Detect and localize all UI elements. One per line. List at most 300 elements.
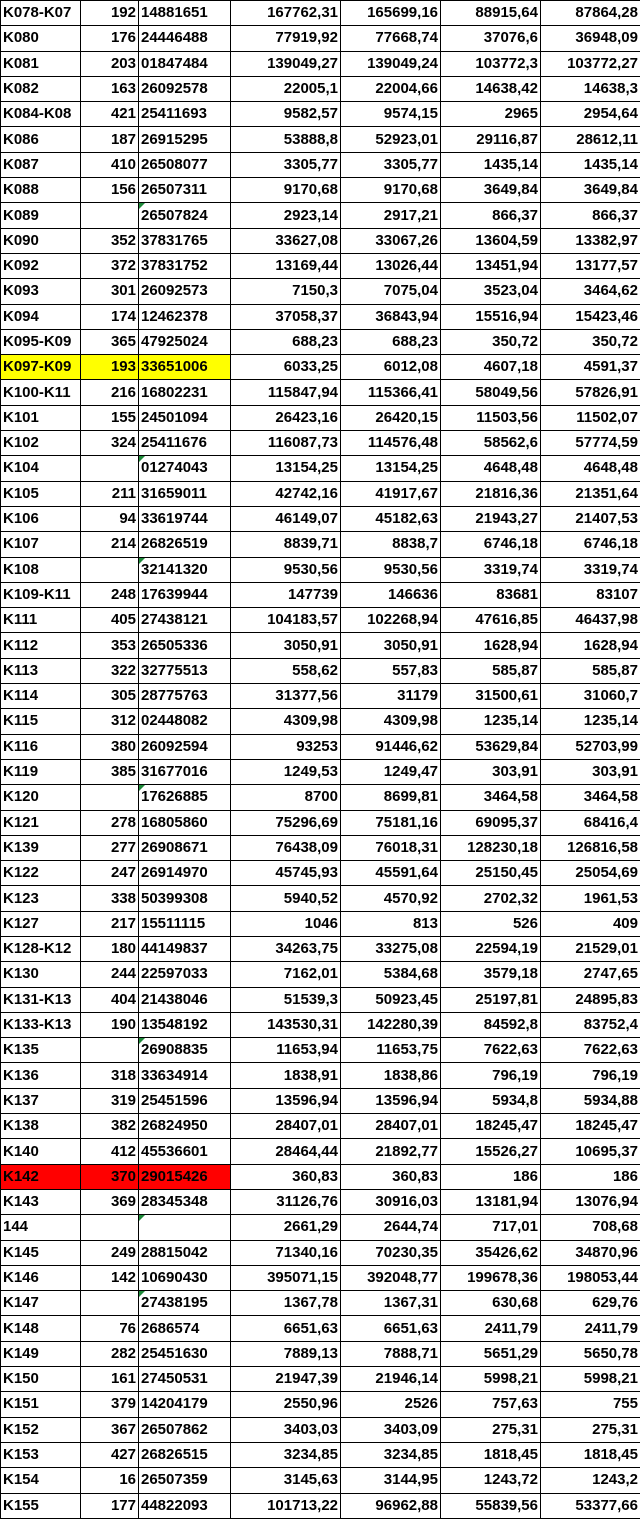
code-cell[interactable]: K151 (1, 1392, 81, 1417)
value1-cell[interactable]: 9530,56 (231, 557, 341, 582)
value1-cell[interactable]: 31377,56 (231, 684, 341, 709)
id-cell[interactable]: 37831752 (139, 253, 231, 278)
value4-cell[interactable]: 708,68 (541, 1215, 640, 1240)
number-cell[interactable]: 193 (81, 355, 139, 380)
value1-cell[interactable]: 33627,08 (231, 228, 341, 253)
id-cell[interactable] (139, 1215, 231, 1240)
value3-cell[interactable]: 83681 (441, 582, 541, 607)
value2-cell[interactable]: 165699,16 (341, 1, 441, 26)
value4-cell[interactable]: 7622,63 (541, 1038, 640, 1063)
value4-cell[interactable]: 4648,48 (541, 456, 640, 481)
value3-cell[interactable]: 31500,61 (441, 684, 541, 709)
number-cell[interactable]: 16 (81, 1468, 139, 1493)
id-cell[interactable]: 26507862 (139, 1417, 231, 1442)
value4-cell[interactable]: 10695,37 (541, 1139, 640, 1164)
code-cell[interactable]: K095-K09 (1, 329, 81, 354)
value4-cell[interactable]: 15423,46 (541, 304, 640, 329)
value3-cell[interactable]: 18245,47 (441, 1114, 541, 1139)
value1-cell[interactable]: 101713,22 (231, 1493, 341, 1518)
number-cell[interactable]: 203 (81, 51, 139, 76)
value3-cell[interactable]: 13181,94 (441, 1189, 541, 1214)
code-cell[interactable]: K084-K08 (1, 102, 81, 127)
value3-cell[interactable]: 13451,94 (441, 253, 541, 278)
code-cell[interactable]: K135 (1, 1038, 81, 1063)
value1-cell[interactable]: 3234,85 (231, 1442, 341, 1467)
value3-cell[interactable]: 29116,87 (441, 127, 541, 152)
value2-cell[interactable]: 5384,68 (341, 962, 441, 987)
value3-cell[interactable]: 3523,04 (441, 279, 541, 304)
value4-cell[interactable]: 5650,78 (541, 1341, 640, 1366)
number-cell[interactable]: 192 (81, 1, 139, 26)
number-cell[interactable] (81, 1038, 139, 1063)
value3-cell[interactable]: 58049,56 (441, 380, 541, 405)
value2-cell[interactable]: 142280,39 (341, 1012, 441, 1037)
number-cell[interactable]: 94 (81, 506, 139, 531)
value4-cell[interactable]: 53377,66 (541, 1493, 640, 1518)
value2-cell[interactable]: 9530,56 (341, 557, 441, 582)
id-cell[interactable]: 10690430 (139, 1265, 231, 1290)
id-cell[interactable]: 26915295 (139, 127, 231, 152)
id-cell[interactable]: 01274043 (139, 456, 231, 481)
id-cell[interactable]: 26508077 (139, 152, 231, 177)
value4-cell[interactable]: 68416,4 (541, 810, 640, 835)
value2-cell[interactable]: 28407,01 (341, 1114, 441, 1139)
number-cell[interactable] (81, 785, 139, 810)
id-cell[interactable]: 12462378 (139, 304, 231, 329)
value3-cell[interactable]: 21816,36 (441, 481, 541, 506)
value2-cell[interactable]: 2526 (341, 1392, 441, 1417)
code-cell[interactable]: K086 (1, 127, 81, 152)
number-cell[interactable]: 405 (81, 608, 139, 633)
value3-cell[interactable]: 69095,37 (441, 810, 541, 835)
number-cell[interactable]: 379 (81, 1392, 139, 1417)
id-cell[interactable]: 22597033 (139, 962, 231, 987)
value1-cell[interactable]: 13169,44 (231, 253, 341, 278)
value1-cell[interactable]: 139049,27 (231, 51, 341, 76)
value1-cell[interactable]: 3050,91 (231, 633, 341, 658)
value2-cell[interactable]: 76018,31 (341, 835, 441, 860)
code-cell[interactable]: K116 (1, 734, 81, 759)
id-cell[interactable]: 33619744 (139, 506, 231, 531)
id-cell[interactable]: 17626885 (139, 785, 231, 810)
number-cell[interactable]: 353 (81, 633, 139, 658)
value1-cell[interactable]: 42742,16 (231, 481, 341, 506)
value4-cell[interactable]: 14638,3 (541, 76, 640, 101)
code-cell[interactable]: K088 (1, 178, 81, 203)
code-cell[interactable]: K155 (1, 1493, 81, 1518)
value2-cell[interactable]: 6651,63 (341, 1316, 441, 1341)
value1-cell[interactable]: 395071,15 (231, 1265, 341, 1290)
id-cell[interactable]: 26507311 (139, 178, 231, 203)
code-cell[interactable]: K143 (1, 1189, 81, 1214)
id-cell[interactable]: 31659011 (139, 481, 231, 506)
number-cell[interactable]: 324 (81, 431, 139, 456)
code-cell[interactable]: K094 (1, 304, 81, 329)
value3-cell[interactable]: 1818,45 (441, 1442, 541, 1467)
value1-cell[interactable]: 75296,69 (231, 810, 341, 835)
value3-cell[interactable]: 3649,84 (441, 178, 541, 203)
value4-cell[interactable]: 103772,27 (541, 51, 640, 76)
id-cell[interactable]: 27438195 (139, 1291, 231, 1316)
id-cell[interactable]: 50399308 (139, 886, 231, 911)
value3-cell[interactable]: 1235,14 (441, 709, 541, 734)
id-cell[interactable]: 27450531 (139, 1367, 231, 1392)
value3-cell[interactable]: 5934,8 (441, 1088, 541, 1113)
value3-cell[interactable]: 526 (441, 911, 541, 936)
code-cell[interactable]: K081 (1, 51, 81, 76)
id-cell[interactable]: 26092578 (139, 76, 231, 101)
code-cell[interactable]: K120 (1, 785, 81, 810)
value1-cell[interactable]: 9582,57 (231, 102, 341, 127)
value1-cell[interactable]: 13596,94 (231, 1088, 341, 1113)
value1-cell[interactable]: 104183,57 (231, 608, 341, 633)
value1-cell[interactable]: 37058,37 (231, 304, 341, 329)
value2-cell[interactable]: 7075,04 (341, 279, 441, 304)
code-cell[interactable]: K108 (1, 557, 81, 582)
code-cell[interactable]: K123 (1, 886, 81, 911)
value4-cell[interactable]: 11502,07 (541, 405, 640, 430)
value2-cell[interactable]: 31179 (341, 684, 441, 709)
value2-cell[interactable]: 13154,25 (341, 456, 441, 481)
value2-cell[interactable]: 75181,16 (341, 810, 441, 835)
value4-cell[interactable]: 2411,79 (541, 1316, 640, 1341)
number-cell[interactable]: 319 (81, 1088, 139, 1113)
value3-cell[interactable]: 103772,3 (441, 51, 541, 76)
value4-cell[interactable]: 5934,88 (541, 1088, 640, 1113)
value1-cell[interactable]: 4309,98 (231, 709, 341, 734)
value4-cell[interactable]: 52703,99 (541, 734, 640, 759)
value3-cell[interactable]: 2702,32 (441, 886, 541, 911)
id-cell[interactable]: 02448082 (139, 709, 231, 734)
code-cell[interactable]: K152 (1, 1417, 81, 1442)
id-cell[interactable]: 16802231 (139, 380, 231, 405)
id-cell[interactable]: 37831765 (139, 228, 231, 253)
value1-cell[interactable]: 21947,39 (231, 1367, 341, 1392)
value3-cell[interactable]: 303,91 (441, 759, 541, 784)
value3-cell[interactable]: 585,87 (441, 658, 541, 683)
number-cell[interactable]: 249 (81, 1240, 139, 1265)
number-cell[interactable]: 338 (81, 886, 139, 911)
number-cell[interactable]: 427 (81, 1442, 139, 1467)
value4-cell[interactable]: 87864,28 (541, 1, 640, 26)
value3-cell[interactable]: 21943,27 (441, 506, 541, 531)
code-cell[interactable]: K142 (1, 1164, 81, 1189)
value2-cell[interactable]: 50923,45 (341, 987, 441, 1012)
value2-cell[interactable]: 41917,67 (341, 481, 441, 506)
number-cell[interactable]: 318 (81, 1063, 139, 1088)
value2-cell[interactable]: 3305,77 (341, 152, 441, 177)
number-cell[interactable]: 176 (81, 26, 139, 51)
value2-cell[interactable]: 21892,77 (341, 1139, 441, 1164)
value4-cell[interactable]: 57826,91 (541, 380, 640, 405)
id-cell[interactable]: 26908671 (139, 835, 231, 860)
id-cell[interactable]: 14204179 (139, 1392, 231, 1417)
number-cell[interactable]: 370 (81, 1164, 139, 1189)
number-cell[interactable]: 369 (81, 1189, 139, 1214)
number-cell[interactable]: 155 (81, 405, 139, 430)
value3-cell[interactable]: 88915,64 (441, 1, 541, 26)
value2-cell[interactable]: 2644,74 (341, 1215, 441, 1240)
id-cell[interactable]: 29015426 (139, 1164, 231, 1189)
value4-cell[interactable]: 198053,44 (541, 1265, 640, 1290)
number-cell[interactable]: 372 (81, 253, 139, 278)
value4-cell[interactable]: 409 (541, 911, 640, 936)
code-cell[interactable]: K149 (1, 1341, 81, 1366)
value3-cell[interactable]: 13604,59 (441, 228, 541, 253)
value4-cell[interactable]: 126816,58 (541, 835, 640, 860)
id-cell[interactable]: 26826515 (139, 1442, 231, 1467)
code-cell[interactable]: K154 (1, 1468, 81, 1493)
id-cell[interactable]: 28775763 (139, 684, 231, 709)
code-cell[interactable]: K145 (1, 1240, 81, 1265)
value1-cell[interactable]: 688,23 (231, 329, 341, 354)
value1-cell[interactable]: 45745,93 (231, 861, 341, 886)
value1-cell[interactable]: 5940,52 (231, 886, 341, 911)
value2-cell[interactable]: 1838,86 (341, 1063, 441, 1088)
value2-cell[interactable]: 8699,81 (341, 785, 441, 810)
code-cell[interactable]: K080 (1, 26, 81, 51)
value2-cell[interactable]: 91446,62 (341, 734, 441, 759)
number-cell[interactable]: 277 (81, 835, 139, 860)
value3-cell[interactable]: 4607,18 (441, 355, 541, 380)
id-cell[interactable]: 33634914 (139, 1063, 231, 1088)
id-cell[interactable]: 44822093 (139, 1493, 231, 1518)
value1-cell[interactable]: 26423,16 (231, 405, 341, 430)
value1-cell[interactable]: 7150,3 (231, 279, 341, 304)
number-cell[interactable]: 156 (81, 178, 139, 203)
number-cell[interactable]: 216 (81, 380, 139, 405)
value4-cell[interactable]: 6746,18 (541, 532, 640, 557)
value3-cell[interactable]: 3319,74 (441, 557, 541, 582)
id-cell[interactable]: 27438121 (139, 608, 231, 633)
number-cell[interactable]: 367 (81, 1417, 139, 1442)
id-cell[interactable]: 15511115 (139, 911, 231, 936)
value4-cell[interactable]: 1435,14 (541, 152, 640, 177)
value3-cell[interactable]: 1435,14 (441, 152, 541, 177)
code-cell[interactable]: K147 (1, 1291, 81, 1316)
number-cell[interactable]: 352 (81, 228, 139, 253)
value4-cell[interactable]: 21407,53 (541, 506, 640, 531)
number-cell[interactable]: 190 (81, 1012, 139, 1037)
code-cell[interactable]: K139 (1, 835, 81, 860)
code-cell[interactable]: K112 (1, 633, 81, 658)
code-cell[interactable]: K078-K07 (1, 1, 81, 26)
id-cell[interactable]: 32775513 (139, 658, 231, 683)
code-cell[interactable]: K140 (1, 1139, 81, 1164)
id-cell[interactable]: 25411693 (139, 102, 231, 127)
value1-cell[interactable]: 6651,63 (231, 1316, 341, 1341)
value4-cell[interactable]: 3649,84 (541, 178, 640, 203)
value1-cell[interactable]: 77919,92 (231, 26, 341, 51)
value3-cell[interactable]: 11503,56 (441, 405, 541, 430)
number-cell[interactable]: 214 (81, 532, 139, 557)
value3-cell[interactable]: 796,19 (441, 1063, 541, 1088)
value1-cell[interactable]: 13154,25 (231, 456, 341, 481)
value2-cell[interactable]: 3144,95 (341, 1468, 441, 1493)
number-cell[interactable]: 248 (81, 582, 139, 607)
value2-cell[interactable]: 3050,91 (341, 633, 441, 658)
number-cell[interactable]: 177 (81, 1493, 139, 1518)
value3-cell[interactable]: 22594,19 (441, 936, 541, 961)
value3-cell[interactable]: 2411,79 (441, 1316, 541, 1341)
code-cell[interactable]: K113 (1, 658, 81, 683)
value1-cell[interactable]: 8700 (231, 785, 341, 810)
code-cell[interactable]: K093 (1, 279, 81, 304)
value3-cell[interactable]: 1243,72 (441, 1468, 541, 1493)
id-cell[interactable]: 28815042 (139, 1240, 231, 1265)
value4-cell[interactable]: 1818,45 (541, 1442, 640, 1467)
value3-cell[interactable]: 58562,6 (441, 431, 541, 456)
number-cell[interactable]: 301 (81, 279, 139, 304)
value4-cell[interactable]: 25054,69 (541, 861, 640, 886)
value4-cell[interactable]: 28612,11 (541, 127, 640, 152)
value1-cell[interactable]: 167762,31 (231, 1, 341, 26)
code-cell[interactable]: K115 (1, 709, 81, 734)
number-cell[interactable]: 410 (81, 152, 139, 177)
code-cell[interactable]: K136 (1, 1063, 81, 1088)
code-cell[interactable]: K100-K11 (1, 380, 81, 405)
value1-cell[interactable]: 2550,96 (231, 1392, 341, 1417)
code-cell[interactable]: K121 (1, 810, 81, 835)
number-cell[interactable]: 163 (81, 76, 139, 101)
code-cell[interactable]: K090 (1, 228, 81, 253)
value2-cell[interactable]: 392048,77 (341, 1265, 441, 1290)
value3-cell[interactable]: 757,63 (441, 1392, 541, 1417)
value4-cell[interactable]: 24895,83 (541, 987, 640, 1012)
value2-cell[interactable]: 9170,68 (341, 178, 441, 203)
value4-cell[interactable]: 3464,58 (541, 785, 640, 810)
number-cell[interactable]: 278 (81, 810, 139, 835)
id-cell[interactable]: 45536601 (139, 1139, 231, 1164)
value4-cell[interactable]: 13177,57 (541, 253, 640, 278)
value4-cell[interactable]: 21351,64 (541, 481, 640, 506)
value2-cell[interactable]: 146636 (341, 582, 441, 607)
code-cell[interactable]: K146 (1, 1265, 81, 1290)
value4-cell[interactable]: 4591,37 (541, 355, 640, 380)
value2-cell[interactable]: 6012,08 (341, 355, 441, 380)
value2-cell[interactable]: 557,83 (341, 658, 441, 683)
value2-cell[interactable]: 30916,03 (341, 1189, 441, 1214)
id-cell[interactable]: 17639944 (139, 582, 231, 607)
value1-cell[interactable]: 143530,31 (231, 1012, 341, 1037)
value3-cell[interactable]: 84592,8 (441, 1012, 541, 1037)
id-cell[interactable]: 25451596 (139, 1088, 231, 1113)
value2-cell[interactable]: 33067,26 (341, 228, 441, 253)
code-cell[interactable]: K105 (1, 481, 81, 506)
value1-cell[interactable]: 31126,76 (231, 1189, 341, 1214)
value1-cell[interactable]: 8839,71 (231, 532, 341, 557)
value2-cell[interactable]: 96962,88 (341, 1493, 441, 1518)
value2-cell[interactable]: 11653,75 (341, 1038, 441, 1063)
code-cell[interactable]: K082 (1, 76, 81, 101)
value2-cell[interactable]: 360,83 (341, 1164, 441, 1189)
value2-cell[interactable]: 3234,85 (341, 1442, 441, 1467)
value2-cell[interactable]: 1249,47 (341, 759, 441, 784)
number-cell[interactable] (81, 1215, 139, 1240)
value2-cell[interactable]: 813 (341, 911, 441, 936)
value4-cell[interactable]: 186 (541, 1164, 640, 1189)
code-cell[interactable]: K128-K12 (1, 936, 81, 961)
id-cell[interactable]: 24446488 (139, 26, 231, 51)
code-cell[interactable]: K109-K11 (1, 582, 81, 607)
value4-cell[interactable]: 866,37 (541, 203, 640, 228)
value4-cell[interactable]: 83752,4 (541, 1012, 640, 1037)
value3-cell[interactable]: 5998,21 (441, 1367, 541, 1392)
id-cell[interactable]: 25411676 (139, 431, 231, 456)
value1-cell[interactable]: 116087,73 (231, 431, 341, 456)
value2-cell[interactable]: 45591,64 (341, 861, 441, 886)
id-cell[interactable]: 26914970 (139, 861, 231, 886)
value4-cell[interactable]: 13076,94 (541, 1189, 640, 1214)
value3-cell[interactable]: 350,72 (441, 329, 541, 354)
id-cell[interactable]: 26505336 (139, 633, 231, 658)
value1-cell[interactable]: 7889,13 (231, 1341, 341, 1366)
value1-cell[interactable]: 1367,78 (231, 1291, 341, 1316)
code-cell[interactable]: K087 (1, 152, 81, 177)
value1-cell[interactable]: 1838,91 (231, 1063, 341, 1088)
number-cell[interactable]: 244 (81, 962, 139, 987)
value2-cell[interactable]: 70230,35 (341, 1240, 441, 1265)
code-cell[interactable]: K106 (1, 506, 81, 531)
id-cell[interactable]: 28345348 (139, 1189, 231, 1214)
id-cell[interactable]: 44149837 (139, 936, 231, 961)
code-cell[interactable]: K122 (1, 861, 81, 886)
number-cell[interactable]: 365 (81, 329, 139, 354)
value4-cell[interactable]: 21529,01 (541, 936, 640, 961)
value2-cell[interactable]: 115366,41 (341, 380, 441, 405)
value3-cell[interactable]: 15526,27 (441, 1139, 541, 1164)
number-cell[interactable]: 404 (81, 987, 139, 1012)
code-cell[interactable]: K089 (1, 203, 81, 228)
number-cell[interactable]: 382 (81, 1114, 139, 1139)
value3-cell[interactable]: 3579,18 (441, 962, 541, 987)
number-cell[interactable]: 76 (81, 1316, 139, 1341)
value2-cell[interactable]: 4570,92 (341, 886, 441, 911)
value2-cell[interactable]: 21946,14 (341, 1367, 441, 1392)
id-cell[interactable]: 2686574 (139, 1316, 231, 1341)
value1-cell[interactable]: 28407,01 (231, 1114, 341, 1139)
code-cell[interactable]: K119 (1, 759, 81, 784)
code-cell[interactable]: K104 (1, 456, 81, 481)
value1-cell[interactable]: 11653,94 (231, 1038, 341, 1063)
number-cell[interactable] (81, 203, 139, 228)
number-cell[interactable] (81, 1291, 139, 1316)
value4-cell[interactable]: 350,72 (541, 329, 640, 354)
value4-cell[interactable]: 5998,21 (541, 1367, 640, 1392)
code-cell[interactable]: K101 (1, 405, 81, 430)
value4-cell[interactable]: 36948,09 (541, 26, 640, 51)
value1-cell[interactable]: 6033,25 (231, 355, 341, 380)
number-cell[interactable]: 305 (81, 684, 139, 709)
number-cell[interactable] (81, 456, 139, 481)
value3-cell[interactable]: 35426,62 (441, 1240, 541, 1265)
number-cell[interactable]: 412 (81, 1139, 139, 1164)
value2-cell[interactable]: 114576,48 (341, 431, 441, 456)
value1-cell[interactable]: 76438,09 (231, 835, 341, 860)
number-cell[interactable] (81, 557, 139, 582)
value2-cell[interactable]: 77668,74 (341, 26, 441, 51)
number-cell[interactable]: 180 (81, 936, 139, 961)
value3-cell[interactable]: 14638,42 (441, 76, 541, 101)
value3-cell[interactable]: 55839,56 (441, 1493, 541, 1518)
value3-cell[interactable]: 15516,94 (441, 304, 541, 329)
id-cell[interactable]: 13548192 (139, 1012, 231, 1037)
value1-cell[interactable]: 51539,3 (231, 987, 341, 1012)
value3-cell[interactable]: 6746,18 (441, 532, 541, 557)
id-cell[interactable]: 33651006 (139, 355, 231, 380)
code-cell[interactable]: K127 (1, 911, 81, 936)
value1-cell[interactable]: 1249,53 (231, 759, 341, 784)
